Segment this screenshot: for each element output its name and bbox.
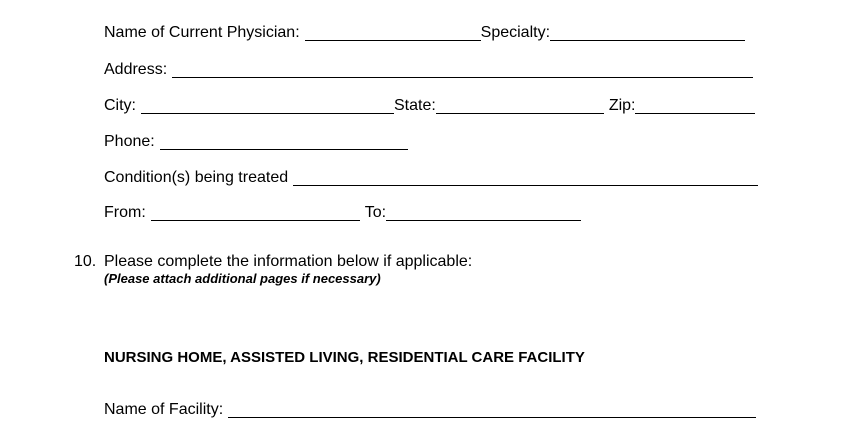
state-field[interactable] xyxy=(436,99,604,114)
to-field[interactable] xyxy=(386,206,581,221)
condition-field[interactable] xyxy=(293,171,758,186)
zip-label: Zip: xyxy=(608,97,636,114)
physician-name-row xyxy=(104,23,745,43)
phone-row xyxy=(104,132,408,152)
section-instruction: Please complete the information below if applicable: xyxy=(104,253,473,270)
address-label: Address: xyxy=(104,61,168,78)
city-label: City: xyxy=(104,97,136,114)
specialty-label: Specialty: xyxy=(480,24,551,41)
condition-label: Condition(s) being treated xyxy=(104,169,289,186)
address-row xyxy=(104,60,753,80)
from-to-row xyxy=(104,203,581,223)
phone-label: Phone: xyxy=(104,133,155,150)
to-label: To: xyxy=(364,204,387,221)
city-state-zip-row xyxy=(104,96,755,116)
section-number: 10. xyxy=(74,253,97,270)
from-field[interactable] xyxy=(151,206,360,221)
section-note: (Please attach additional pages if necessary) xyxy=(104,271,381,286)
facility-heading: NURSING HOME, ASSISTED LIVING, RESIDENTIAL CARE FACILITY xyxy=(104,349,585,366)
condition-row xyxy=(104,168,758,188)
facility-name-row xyxy=(104,400,756,420)
specialty-field[interactable] xyxy=(550,26,745,41)
zip-field[interactable] xyxy=(635,99,755,114)
phone-field[interactable] xyxy=(160,135,408,150)
physician-name-label: Name of Current Physician: xyxy=(104,24,300,41)
address-field[interactable] xyxy=(172,63,753,78)
physician-name-field[interactable] xyxy=(305,26,481,41)
facility-name-field[interactable] xyxy=(228,403,756,418)
facility-name-label: Name of Facility: xyxy=(104,401,224,418)
city-field[interactable] xyxy=(141,99,394,114)
state-label: State: xyxy=(394,97,436,114)
from-label: From: xyxy=(104,204,146,221)
